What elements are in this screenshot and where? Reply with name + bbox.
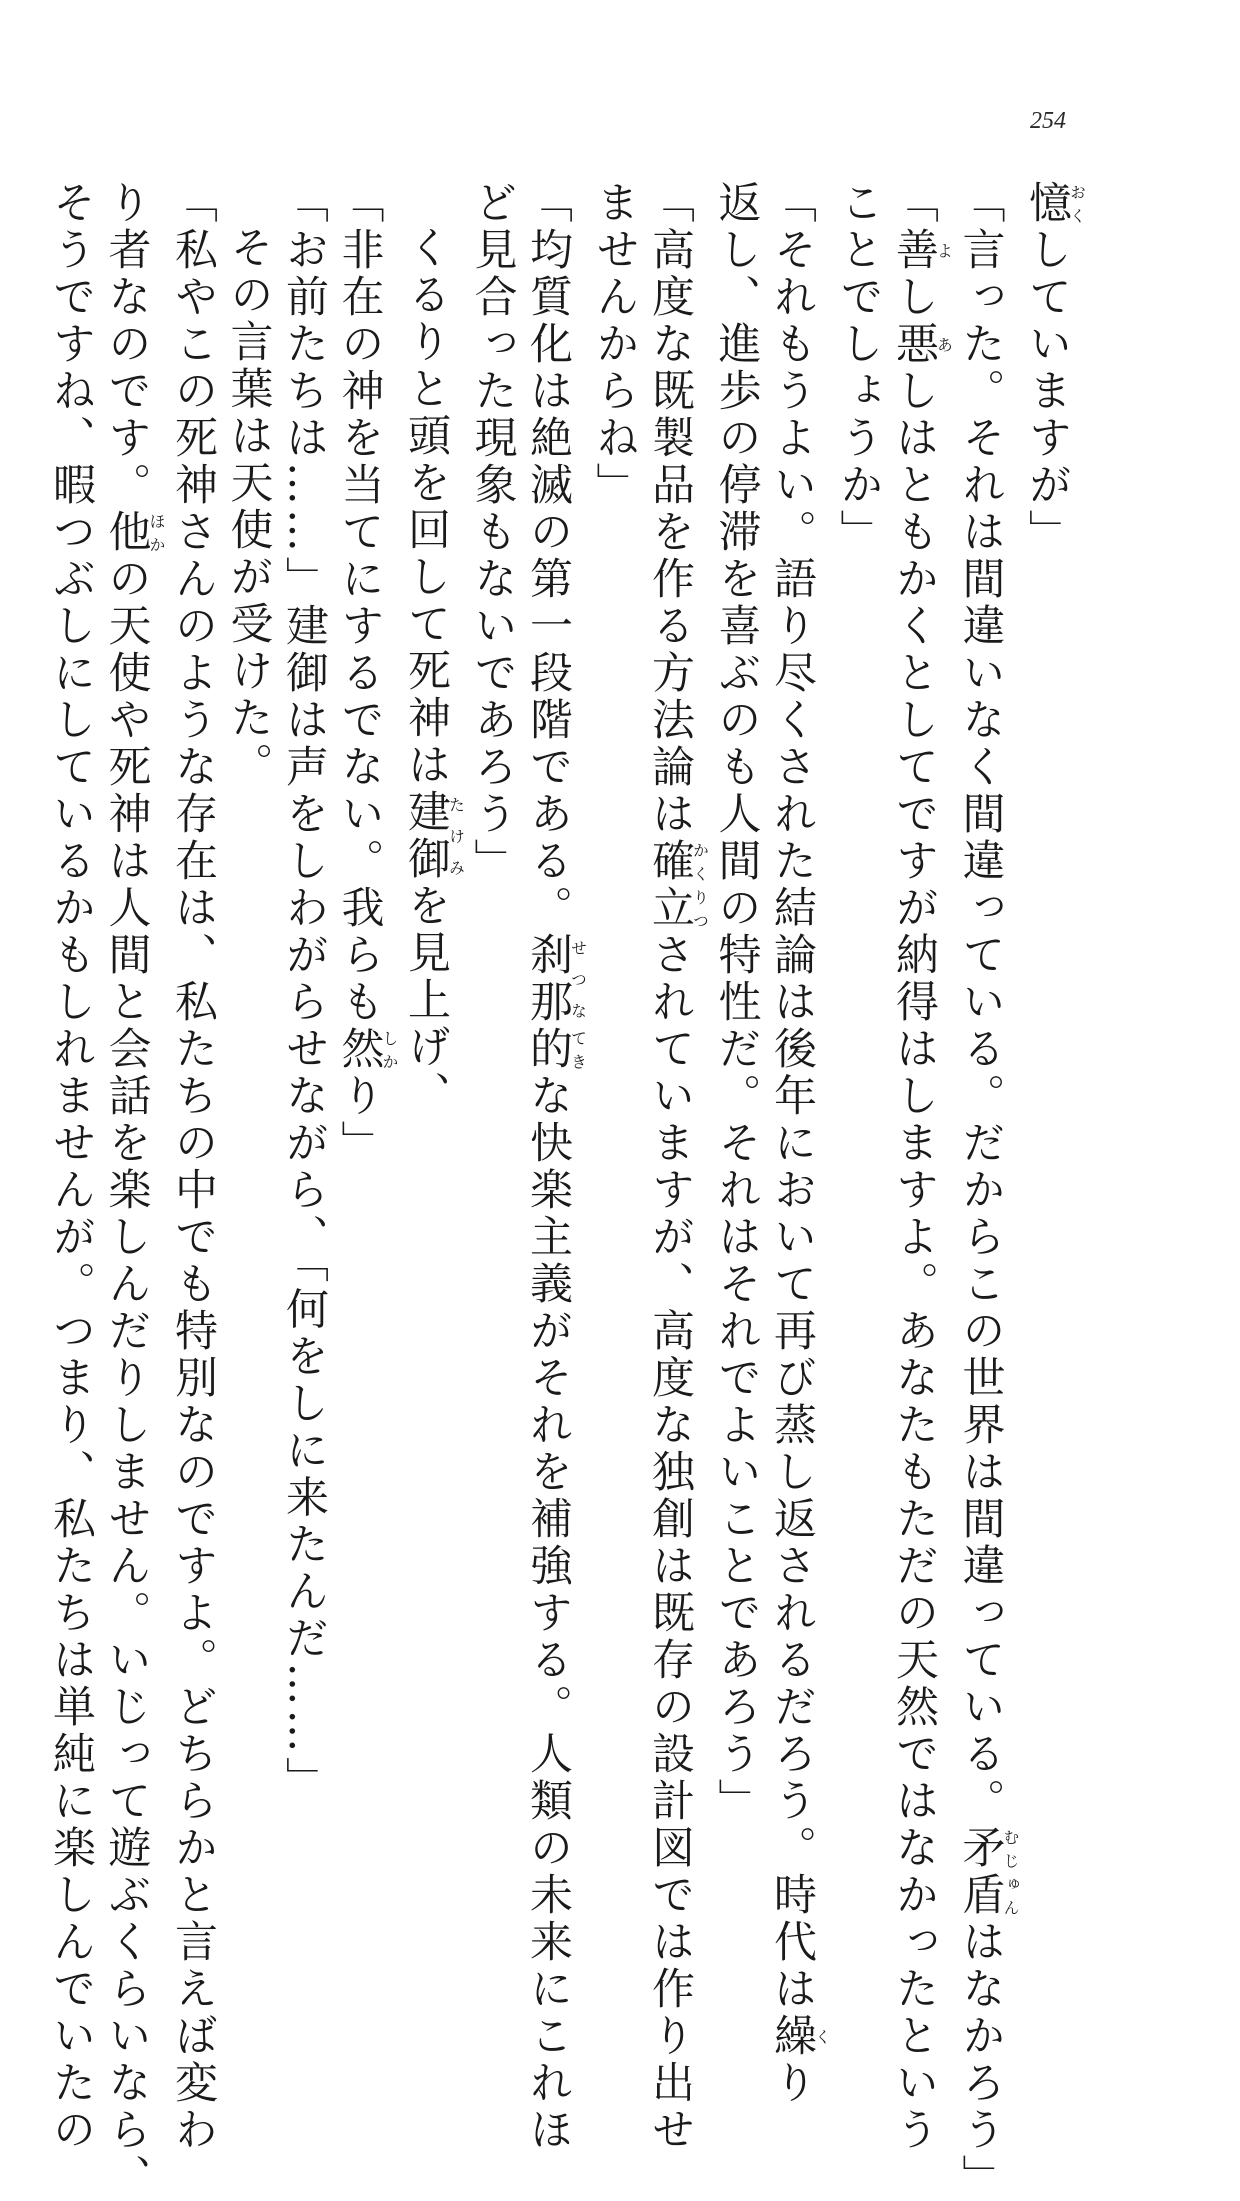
text-line — [520, 180, 588, 2154]
furigana: てき — [568, 1026, 588, 1073]
text-segment: 「言った。それは間違いなく間違っている。だからこの世界は間違っている。 — [955, 180, 1006, 1825]
ruby-base: 悪 — [889, 321, 939, 368]
furigana: おく — [1067, 180, 1087, 227]
text-line — [220, 180, 276, 1640]
text-segment: ませんからね」 — [589, 180, 640, 509]
ruby-base: 刹那 — [523, 932, 573, 1026]
ruby-base: 確立 — [645, 838, 695, 932]
text-segment: 「高度な既製品を作る方法論は — [645, 180, 695, 838]
ruby-annotation — [101, 509, 166, 556]
text-line — [331, 180, 398, 1640]
text-segment: 「お前たちは……」建御は声をしわがらせながら、「何をしに来たんだ……」 — [279, 180, 329, 1804]
text-segment: ことでしょうか」 — [833, 180, 884, 556]
text-segment: くるりと頭を回して死神は — [401, 225, 451, 789]
furigana: ほか — [147, 509, 166, 556]
text-segment: 「私やこの死神さんのような存在は、私たちの中でも特別なのですよ。どちらかと言えば変わ — [168, 180, 218, 2154]
text-segment: されていますが、高度な独創は既存の設計図では作り出せ — [645, 932, 695, 2154]
text-line — [165, 180, 221, 2154]
text-segment: 返し、進歩の停滞を喜ぶのも人間の特性だ。それはそれでよいことであろう」 — [711, 180, 762, 1825]
ruby-annotation — [523, 1026, 588, 1073]
ruby-annotation — [1022, 180, 1087, 227]
text-segment: り — [767, 2060, 817, 2107]
ruby-base: 憶 — [1022, 180, 1072, 227]
furigana: かくりつ — [690, 838, 710, 932]
ruby-base: 善 — [889, 227, 939, 274]
text-line — [276, 180, 332, 1804]
text-segment: り者なのです。 — [101, 180, 152, 509]
furigana: く — [812, 2013, 832, 2060]
ruby-base: 他 — [101, 509, 152, 556]
text-segment: その言葉は天使が受けた。 — [223, 225, 274, 789]
ruby-annotation — [955, 1825, 1020, 1919]
furigana: たけみ — [446, 789, 466, 883]
furigana: せつな — [568, 932, 588, 1026]
text-line — [98, 180, 166, 2201]
text-line — [642, 180, 710, 2154]
ruby-base: 的 — [523, 1026, 573, 1073]
text-segment: 「非在の神を当てにするでない。我らも — [334, 180, 385, 1026]
furigana: しか — [380, 1026, 399, 1073]
text-segment: 「それもうよい。語り尽くされた結論は後年において再び蒸し返されるだろう。時代は — [767, 180, 817, 2013]
text-line — [764, 180, 832, 2107]
text-segment: 「 — [889, 180, 939, 227]
ruby-annotation — [401, 789, 466, 883]
text-segment: ど見合った現象もないであろう」 — [467, 180, 518, 885]
text-line — [464, 180, 520, 1640]
text-line — [830, 180, 886, 1640]
text-segment: 「均質化は絶滅の第一段階である。 — [523, 180, 573, 932]
text-segment: を見上げ、 — [401, 883, 451, 1118]
ruby-base: 矛盾 — [955, 1825, 1006, 1919]
text-segment: そうですね、暇つぶしにしているかもしれませんが。つまり、私たちは単純に楽しんでいたの — [46, 180, 96, 2154]
text-segment: はなかろう」 — [955, 1919, 1006, 2201]
text-segment: しはともかくとしてですが納得はしますよ。あなたもただの天然ではなかったという — [889, 368, 939, 2154]
text-line — [43, 180, 99, 2154]
text-line — [586, 180, 642, 1640]
ruby-base: 建御 — [401, 789, 451, 883]
ruby-annotation — [523, 932, 588, 1026]
vertical-text-body — [46, 180, 1087, 2201]
text-segment: し — [889, 274, 939, 321]
ruby-base: 然 — [334, 1026, 385, 1073]
text-line — [708, 180, 764, 1825]
furigana: よ — [934, 227, 954, 274]
text-line — [398, 180, 465, 1640]
furigana: むじゅん — [1001, 1825, 1020, 1919]
ruby-annotation — [889, 321, 954, 368]
text-segment: の天使や死神は人間と会話を楽しんだりしません。いじって遊ぶくらいなら、 — [101, 556, 152, 2201]
ruby-annotation — [889, 227, 954, 274]
ruby-annotation — [334, 1026, 399, 1073]
text-segment: り」 — [334, 1073, 385, 1167]
ruby-annotation — [645, 838, 710, 932]
furigana: あ — [934, 321, 954, 368]
text-segment: な快楽主義がそれを補強する。人類の未来にこれほ — [523, 1073, 573, 2154]
page-number: 254 — [1030, 108, 1066, 134]
text-segment: していますが」 — [1022, 227, 1072, 556]
ruby-annotation — [767, 2013, 832, 2060]
ruby-base: 繰 — [767, 2013, 817, 2060]
text-line — [886, 180, 954, 2154]
text-line — [1019, 180, 1086, 1640]
text-line — [952, 180, 1020, 2201]
